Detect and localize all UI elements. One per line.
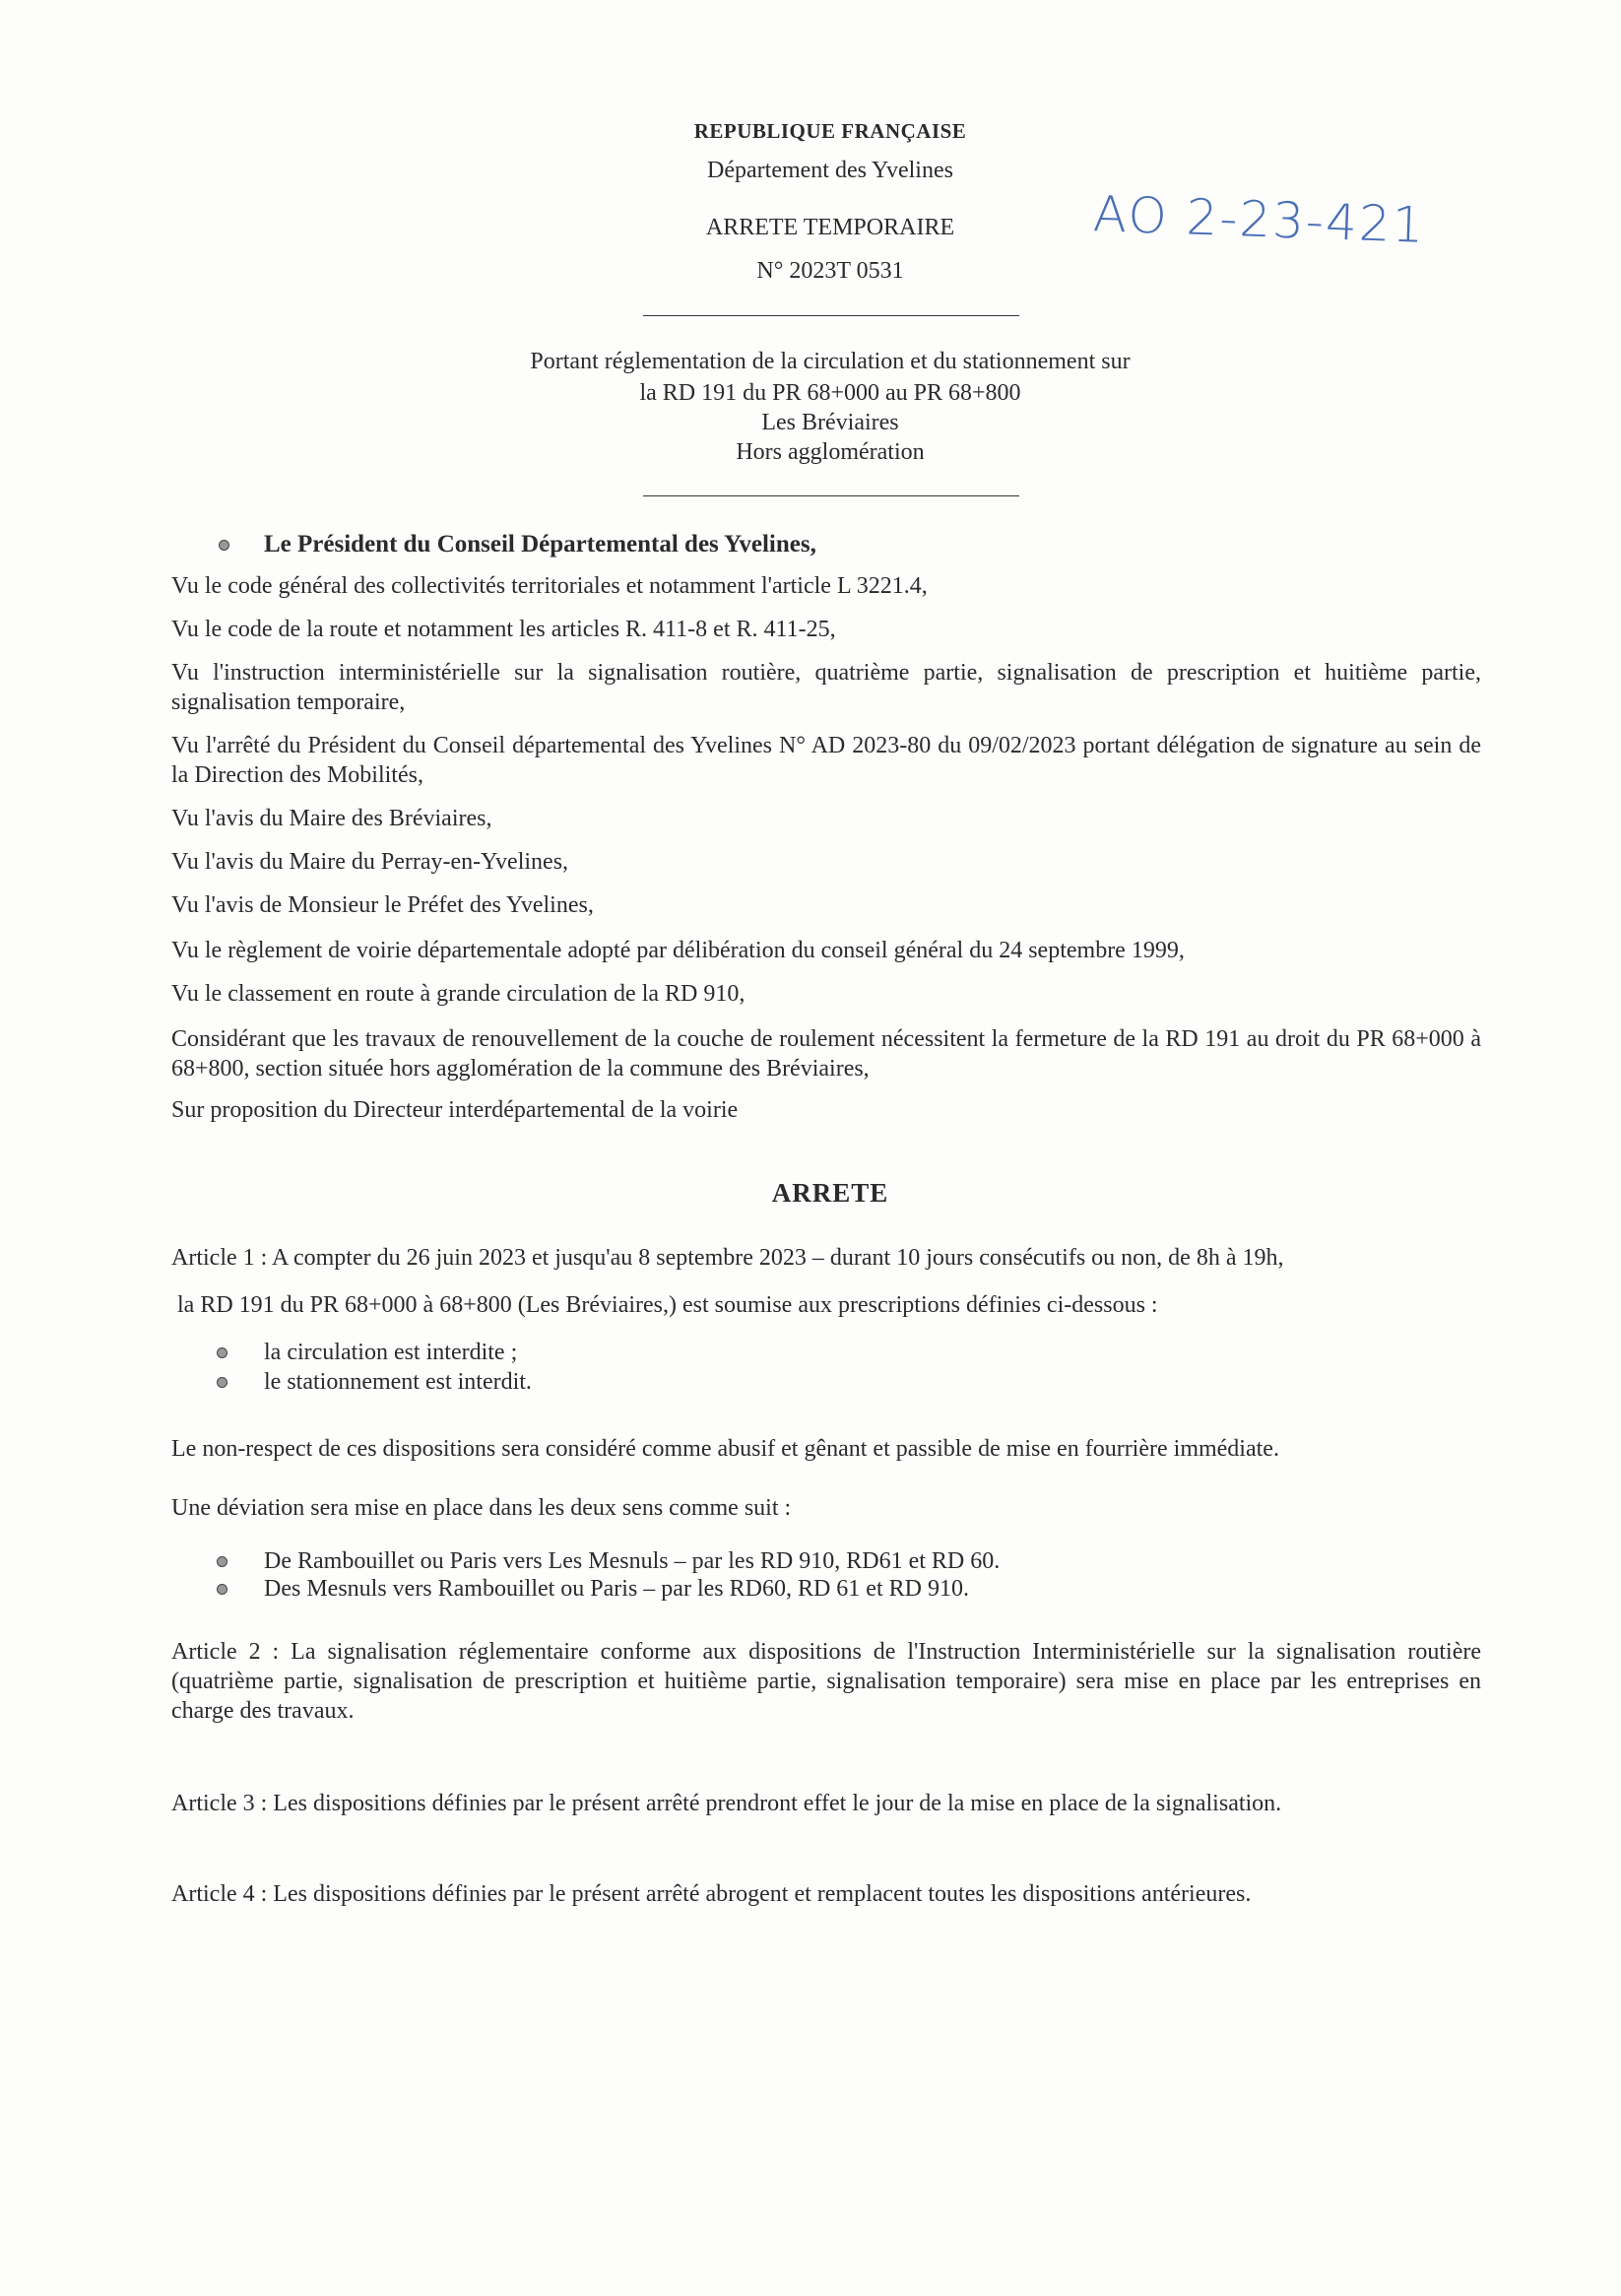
deviation-intro: Une déviation sera mise en place dans les deux sens comme suit :: [171, 1495, 792, 1521]
department-heading: Département des Yvelines: [707, 158, 953, 183]
bullet-icon: [217, 1556, 227, 1567]
subject-line-3: Les Bréviaires: [761, 410, 899, 435]
subject-line-1: Portant réglementation de la circulation et du stationnement sur: [530, 349, 1131, 374]
president-line: Le Président du Conseil Départemental des Yvelines,: [264, 531, 816, 558]
preamble-item: Vu l'instruction interministérielle sur la signalisation routière, quatrième partie, signalisation de prescription et huitième partie, signalisation temporaire,: [171, 660, 1481, 715]
subject-line-4: Hors agglomération: [736, 439, 925, 465]
penalty-text: Le non-respect de ces dispositions sera considéré comme abusif et gênant et passible de mise en fourrière immédiate.: [171, 1436, 1279, 1462]
deviation-item: De Rambouillet ou Paris vers Les Mesnuls – par les RD 910, RD61 et RD 60.: [264, 1548, 1001, 1574]
handwritten-reference: AO 2-23-421: [1092, 185, 1427, 254]
preamble-item: Vu le règlement de voirie départementale adopté par délibération du conseil général du 24 septembre 1999,: [171, 938, 1185, 963]
article1-line1: Article 1 : A compter du 26 juin 2023 et jusqu'au 8 septembre 2023 – durant 10 jours consécutifs ou non, de 8h à 19h,: [171, 1245, 1284, 1271]
preamble-item: Sur proposition du Directeur interdépartemental de la voirie: [171, 1097, 739, 1123]
republic-heading: REPUBLIQUE FRANÇAISE: [693, 119, 967, 143]
article4-text: Article 4 : Les dispositions définies par le présent arrêté abrogent et remplacent toutes les dispositions antérieures.: [171, 1881, 1252, 1907]
article3-text: Article 3 : Les dispositions définies par le présent arrêté prendront effet le jour de la mise en place de la signalisation.: [171, 1791, 1282, 1816]
order-number: N° 2023T 0531: [756, 258, 904, 284]
divider-top: [643, 315, 1019, 316]
preamble-item: Vu le code général des collectivités territoriales et notamment l'article L 3221.4,: [171, 573, 928, 599]
preamble-item: Vu l'avis de Monsieur le Préfet des Yvelines,: [171, 892, 594, 918]
bullet-icon: [219, 540, 229, 551]
preamble-item: Vu le code de la route et notamment les articles R. 411-8 et R. 411-25,: [171, 617, 836, 642]
preamble-item: Vu l'avis du Maire des Bréviaires,: [171, 806, 492, 831]
bullet-icon: [217, 1347, 227, 1358]
divider-bottom: [643, 495, 1019, 496]
subject-line-2: la RD 191 du PR 68+000 au PR 68+800: [639, 380, 1021, 406]
preamble-item: Vu le classement en route à grande circulation de la RD 910,: [171, 981, 746, 1007]
prescription-item: la circulation est interdite ;: [264, 1340, 518, 1365]
arrete-heading: ARRETE: [771, 1178, 889, 1208]
prescription-item: le stationnement est interdit.: [264, 1369, 532, 1395]
preamble-item: Vu l'avis du Maire du Perray-en-Yvelines,: [171, 849, 569, 875]
bullet-icon: [217, 1584, 227, 1595]
article2-text: Article 2 : La signalisation réglementaire conforme aux dispositions de l'Instruction Interministérielle sur la signalisation routière (quatrième partie, signalisation de prescription et huitième partie, signalisation temporaire) sera mise en place par les entreprises en charge des travaux.: [171, 1639, 1481, 1724]
preamble-item: Vu l'arrêté du Président du Conseil départemental des Yvelines N° AD 2023-80 du 09/02/2023 portant délégation de signature au sein de la Direction des Mobilités,: [171, 733, 1481, 788]
deviation-item: Des Mesnuls vers Rambouillet ou Paris – par les RD60, RD 61 et RD 910.: [264, 1576, 969, 1602]
article1-line2: la RD 191 du PR 68+000 à 68+800 (Les Bréviaires,) est soumise aux prescriptions définies ci-dessous :: [177, 1292, 1158, 1318]
bullet-icon: [217, 1377, 227, 1388]
order-type: ARRETE TEMPORAIRE: [705, 215, 955, 240]
preamble-item: Considérant que les travaux de renouvellement de la couche de roulement nécessitent la fermeture de la RD 191 au droit du PR 68+000 à 68+800, section située hors agglomération de la commune des Bréviaires,: [171, 1026, 1481, 1082]
